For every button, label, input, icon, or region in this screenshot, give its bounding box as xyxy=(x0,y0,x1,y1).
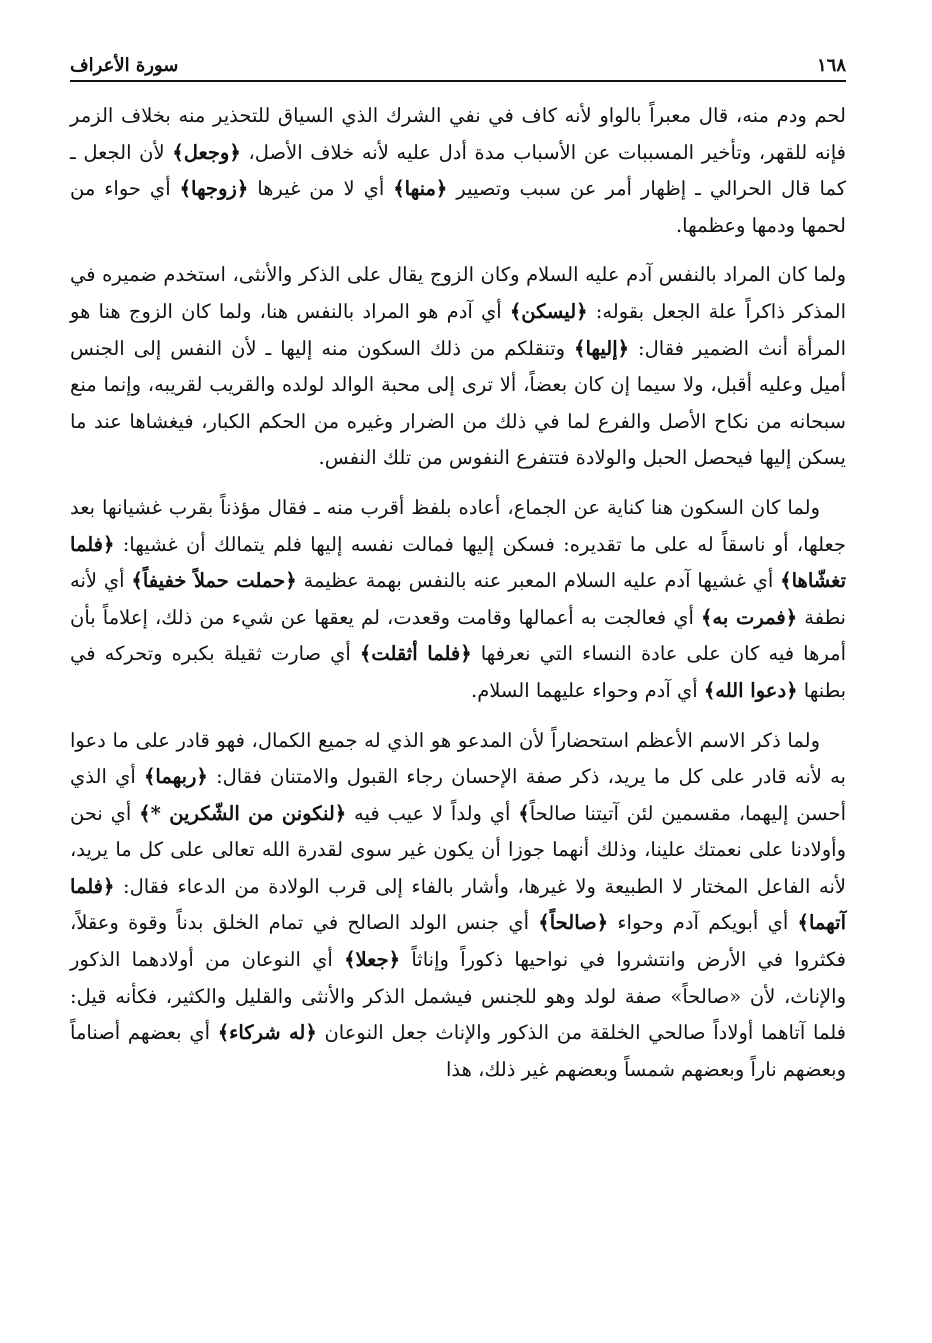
quran-quote: ﴿إليها﴾ xyxy=(574,336,630,360)
text-segment: ولما كان المراد بالنفس آدم عليه السلام وكان الزوج يقال على الذكر والأنثى، استخدم ضميره في المذكر ذاكراً علة الجعل بقوله: xyxy=(70,263,847,323)
quran-quote: ﴿زوجها﴾ xyxy=(179,177,249,201)
paragraph-gap xyxy=(70,244,846,257)
quran-quote: ﴾ xyxy=(518,801,530,825)
page-number: ١٦٨ xyxy=(816,54,846,76)
text-segment: لأن الجعل ـ كما قال الحرالي ـ إظهار أمر عن سبب وتصيير xyxy=(70,140,846,201)
page-header xyxy=(70,50,846,82)
quran-quote: ﴿فمرت به﴾ xyxy=(701,605,798,629)
quran-quote: ﴿له شركاء﴾ xyxy=(217,1021,317,1045)
quran-quote: ﴿جعلا﴾ xyxy=(344,948,401,972)
paragraph xyxy=(70,98,846,244)
paragraph xyxy=(70,490,846,710)
text-segment: أي فعالجت به أعمالها وقامت وقعدت، لم يعقها عن شيء من ذلك، إعلاماً بأن أمرها فيه كان على عادة النساء التي نعرفها xyxy=(70,605,846,666)
quran-quote: ﴿ليسكن﴾ xyxy=(509,299,588,323)
quran-quote: ﴿ربهما﴾ xyxy=(143,765,208,789)
text-segment: وتنقلكم من ذلك السكون منه إليها ـ لأن النفس إلى الجنس أميل وعليه أقبل، ولا سيما إن كان بعضاً، ألا ترى إلى محبة الوالد لولده والقريب لقريبه، وإنما منع سبحانه من نكاح الأصل والفرع لما في ذلك من الضرار وغيره من الحكم الكبار، فيغشاها عند ما يسكن إليها فيحصل الحبل والولادة فتتفرع النفوس من تلك النفس. xyxy=(70,336,846,470)
text-segment: أي آدم وحواء عليهما السلام. xyxy=(471,678,704,702)
quran-quote: ﴿فلما أثقلت﴾ xyxy=(359,642,472,666)
text-segment: أي نحن وأولادنا على نعمتك علينا، وذلك أنهما جوزا أن يكون غير سوى لقدرة الله تعالى على كل ما يريد، لأنه الفاعل المختار لا الطبيعة ولا غيرها، وأشار بالفاء إلى قرب الولادة من الدعاء فقال: xyxy=(70,801,846,898)
paragraph xyxy=(70,257,846,477)
quran-quote: ﴿صالحاً﴾ xyxy=(538,911,609,935)
quran-quote: ﴿دعوا الله﴾ xyxy=(703,678,798,702)
quran-quote: ﴿حملت حملاً خفيفاً﴾ xyxy=(131,569,297,593)
text-segment: لحم ودم منه، قال معبراً بالواو لأنه كاف في نفي الشرك الذي السياق للتحذير منه بخلاف الزمر فإنه للقهر، وتأخير المسببات عن الأسباب مدة أدل عليه لأنه خلاف الأصل، xyxy=(70,104,847,164)
text-segment: أي حواء من لحمها ودمها وعظمها. xyxy=(70,177,846,237)
text-segment: أي الذي أحسن إليهما، مقسمين لئن آتيتنا صالحاً xyxy=(70,765,846,825)
quran-quote: ﴿فلما تغشّاها﴾ xyxy=(70,532,846,593)
quran-quote: ﴿وجعل﴾ xyxy=(172,140,241,164)
quran-quote: ﴿لنكونن من الشّكرين *﴾ xyxy=(139,801,347,825)
quran-quote: ﴿منها﴾ xyxy=(393,177,448,201)
text-segment: أي بعضهم أصناماً وبعضهم ناراً وبعضهم شمساً وبعضهم غير ذلك، هذا xyxy=(70,1021,846,1081)
text-segment: ولما كان السكون هنا كناية عن الجماع، أعاده بلفظ أقرب منه ـ فقال مؤذناً بقرب غشيانها بعد جعلها، أو ناسقاً له على ما تقديره: فسكن إليها فمالت نفسه إليها فلم يتمالك أن غشيها: xyxy=(70,495,846,556)
paragraph xyxy=(70,723,846,1089)
text-segment: ولما ذكر الاسم الأعظم استحضاراً لأن المدعو هو الذي له جميع الكمال، فهو قادر على ما دعوا به لأنه قادر على كل ما يريد، ذكر صفة الإحسان رجاء القبول والامتنان فقال: xyxy=(70,728,846,789)
text-segment: أي صارت ثقيلة بكبره وتحركه في بطنها xyxy=(70,642,846,702)
text-segment: أي ولداً لا عيب فيه xyxy=(346,801,519,825)
text-segment: أي أبويكم آدم وحواء xyxy=(608,911,798,935)
text-segment: أي لأنه نطفة xyxy=(70,569,846,629)
body-text xyxy=(70,98,846,1088)
text-segment: أي النوعان من أولادهما الذكور والإناث، لأن «صالحاً» صفة لولد وهو للجنس فيشمل الذكر والأنثى والقليل والكثير، فكأنه قيل: فلما آتاهما أولاداً صالحي الخلقة من الذكور والإناث جعل النوعان xyxy=(70,948,846,1045)
surah-title: سورة الأعراف xyxy=(70,54,179,76)
text-segment: أي غشيها آدم عليه السلام المعبر عنه بالنفس بهمة عظيمة xyxy=(296,569,781,593)
paragraph-gap xyxy=(70,710,846,723)
text-segment: أي آدم هو المراد بالنفس هنا، ولما كان الزوج هنا هو المرأة أنث الضمير فقال: xyxy=(70,299,846,360)
quran-quote: ﴿فلما آتهما﴾ xyxy=(70,874,846,935)
text-segment: أي جنس الولد الصالح في تمام الخلق بدناً وقوة وعقلاً، فكثروا في الأرض وانتشروا في نواحيها ذكوراً وإناثاً xyxy=(70,911,846,972)
paragraph-gap xyxy=(70,477,846,490)
text-segment: أي لا من غيرها xyxy=(248,177,394,201)
